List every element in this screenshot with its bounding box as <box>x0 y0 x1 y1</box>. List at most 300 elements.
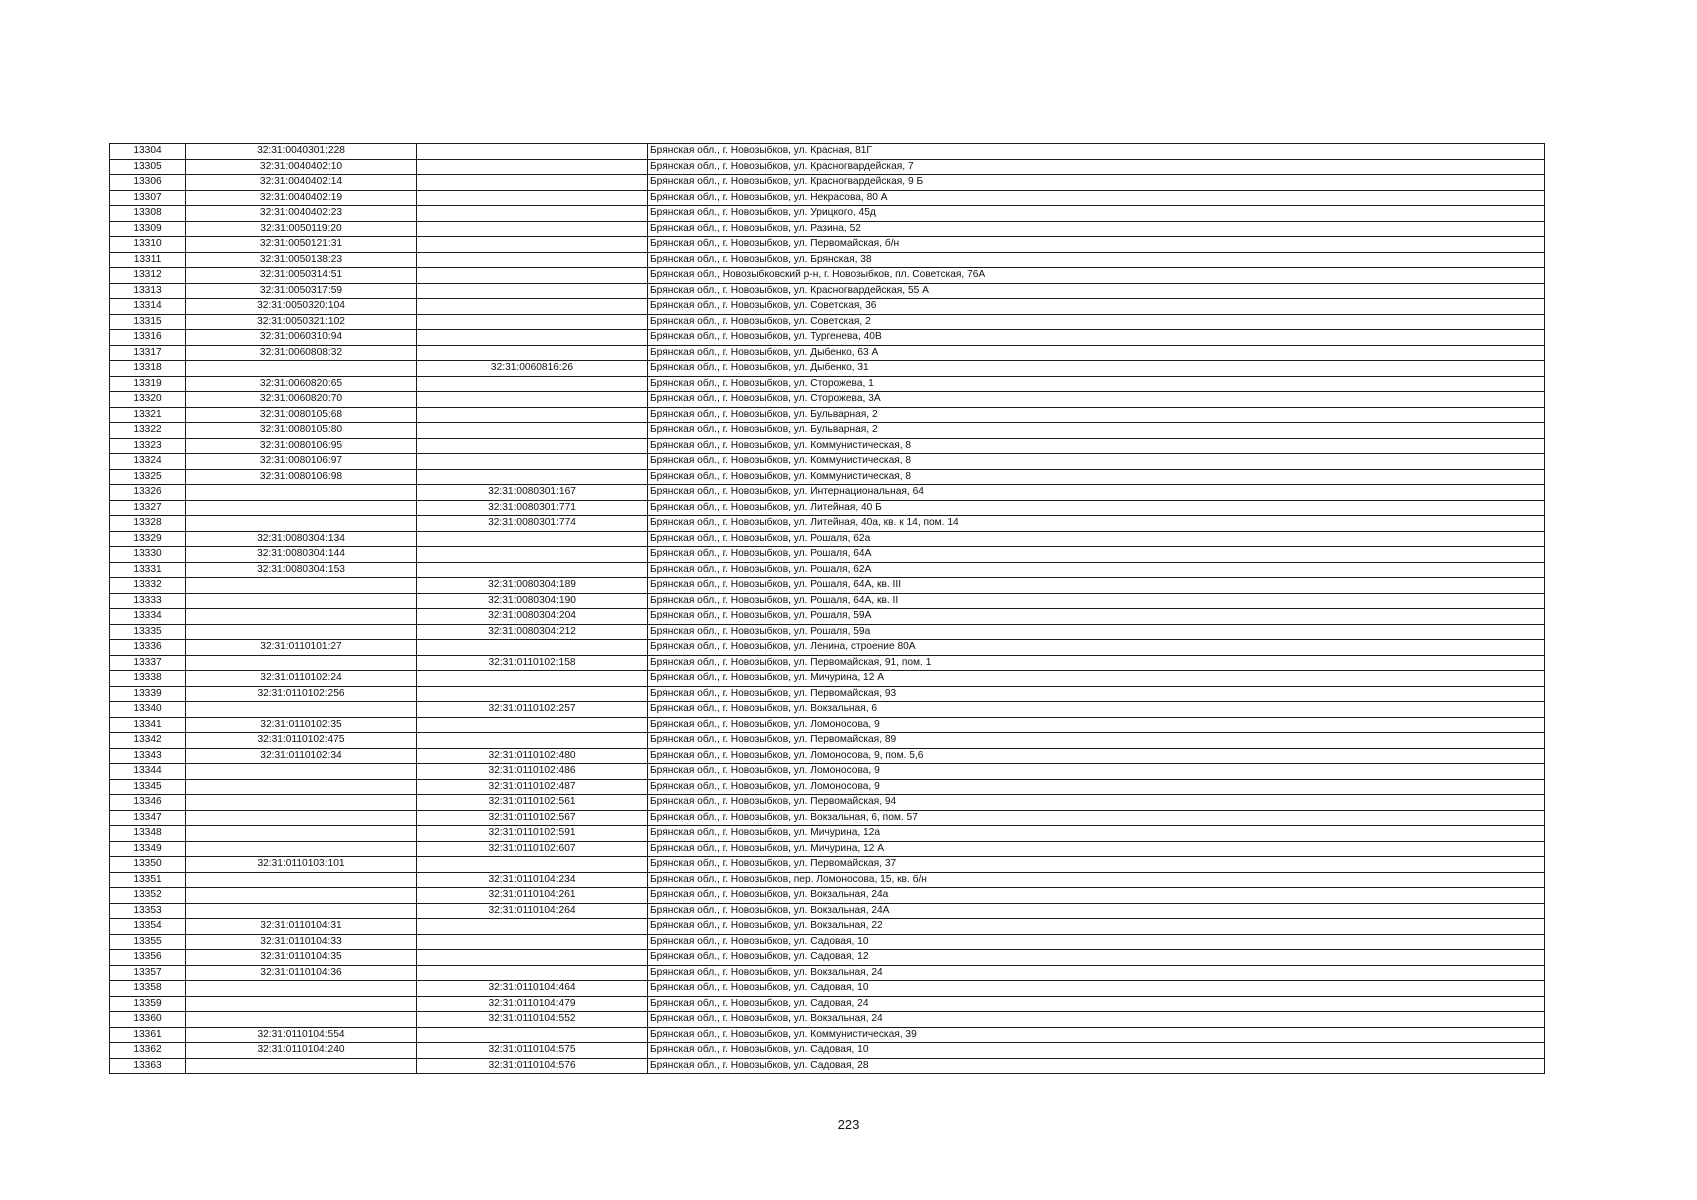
land-cadastral-number-cell: 32:31:0050320:104 <box>186 299 417 315</box>
land-cadastral-number-cell: 32:31:0060820:65 <box>186 376 417 392</box>
address-cell: Брянская обл., г. Новозыбков, ул. Рошаля, 59а <box>648 624 1545 640</box>
land-cadastral-number-cell <box>186 872 417 888</box>
row-number-cell: 13322 <box>110 423 186 439</box>
row-number-cell: 13318 <box>110 361 186 377</box>
table-row <box>110 376 1545 392</box>
address-cell: Брянская обл., г. Новозыбков, ул. Мичурина, 12 А <box>648 671 1545 687</box>
address-cell: Брянская обл., г. Новозыбков, ул. Мичурина, 12а <box>648 826 1545 842</box>
table-row <box>110 237 1545 253</box>
land-cadastral-number-cell: 32:31:0040402:14 <box>186 175 417 191</box>
row-number-cell: 13311 <box>110 252 186 268</box>
address-cell: Брянская обл., г. Новозыбков, ул. Коммунистическая, 8 <box>648 469 1545 485</box>
address-cell: Брянская обл., г. Новозыбков, ул. Рошаля, 62А <box>648 562 1545 578</box>
address-cell: Брянская обл., г. Новозыбков, ул. Ломоносова, 9 <box>648 717 1545 733</box>
row-number-cell: 13327 <box>110 500 186 516</box>
row-number-cell: 13358 <box>110 981 186 997</box>
row-number-cell: 13339 <box>110 686 186 702</box>
object-cadastral-number-cell <box>417 268 648 284</box>
table-row <box>110 345 1545 361</box>
row-number-cell: 13314 <box>110 299 186 315</box>
address-cell: Брянская обл., г. Новозыбков, ул. Мичурина, 12 А <box>648 841 1545 857</box>
land-cadastral-number-cell: 32:31:0080304:153 <box>186 562 417 578</box>
row-number-cell: 13356 <box>110 950 186 966</box>
address-cell: Брянская обл., г. Новозыбков, ул. Рошаля, 62а <box>648 531 1545 547</box>
object-cadastral-number-cell <box>417 547 648 563</box>
address-cell: Брянская обл., г. Новозыбков, ул. Первомайская, б/н <box>648 237 1545 253</box>
address-cell: Брянская обл., г. Новозыбков, ул. Некрасова, 80 А <box>648 190 1545 206</box>
address-cell: Брянская обл., г. Новозыбков, ул. Советская, 2 <box>648 314 1545 330</box>
table-row <box>110 888 1545 904</box>
row-number-cell: 13337 <box>110 655 186 671</box>
address-cell: Брянская обл., г. Новозыбков, ул. Садовая, 12 <box>648 950 1545 966</box>
object-cadastral-number-cell <box>417 857 648 873</box>
address-cell: Брянская обл., г. Новозыбков, ул. Рошаля, 59А <box>648 609 1545 625</box>
object-cadastral-number-cell <box>417 531 648 547</box>
table-row <box>110 423 1545 439</box>
row-number-cell: 13360 <box>110 1012 186 1028</box>
object-cadastral-number-cell <box>417 345 648 361</box>
address-cell: Брянская обл., г. Новозыбков, ул. Рошаля, 64А <box>648 547 1545 563</box>
object-cadastral-number-cell: 32:31:0110102:561 <box>417 795 648 811</box>
table-row <box>110 593 1545 609</box>
address-cell: Брянская обл., г. Новозыбков, ул. Сторожева, 1 <box>648 376 1545 392</box>
address-cell: Брянская обл., г. Новозыбков, ул. Красногвардейская, 7 <box>648 159 1545 175</box>
table-row <box>110 547 1545 563</box>
land-cadastral-number-cell: 32:31:0080304:134 <box>186 531 417 547</box>
table-row <box>110 1012 1545 1028</box>
address-cell: Брянская обл., г. Новозыбков, ул. Ломоносова, 9 <box>648 764 1545 780</box>
object-cadastral-number-cell: 32:31:0110104:234 <box>417 872 648 888</box>
land-cadastral-number-cell <box>186 981 417 997</box>
object-cadastral-number-cell <box>417 919 648 935</box>
table-row <box>110 500 1545 516</box>
table-row <box>110 810 1545 826</box>
land-cadastral-number-cell: 32:31:0040402:19 <box>186 190 417 206</box>
row-number-cell: 13343 <box>110 748 186 764</box>
address-cell: Брянская обл., г. Новозыбков, ул. Садовая, 10 <box>648 981 1545 997</box>
land-cadastral-number-cell: 32:31:0060820:70 <box>186 392 417 408</box>
row-number-cell: 13304 <box>110 144 186 160</box>
table-row <box>110 407 1545 423</box>
table-row <box>110 144 1545 160</box>
table-row <box>110 903 1545 919</box>
table-row <box>110 795 1545 811</box>
table-row <box>110 485 1545 501</box>
table-row <box>110 702 1545 718</box>
object-cadastral-number-cell <box>417 717 648 733</box>
row-number-cell: 13354 <box>110 919 186 935</box>
row-number-cell: 13348 <box>110 826 186 842</box>
table-row <box>110 438 1545 454</box>
object-cadastral-number-cell: 32:31:0080301:774 <box>417 516 648 532</box>
object-cadastral-number-cell <box>417 159 648 175</box>
address-cell: Брянская обл., г. Новозыбков, ул. Садовая, 28 <box>648 1058 1545 1074</box>
address-cell: Брянская обл., г. Новозыбков, ул. Коммунистическая, 8 <box>648 454 1545 470</box>
row-number-cell: 13347 <box>110 810 186 826</box>
row-number-cell: 13342 <box>110 733 186 749</box>
table-row <box>110 919 1545 935</box>
object-cadastral-number-cell <box>417 469 648 485</box>
land-cadastral-number-cell <box>186 485 417 501</box>
object-cadastral-number-cell: 32:31:0080301:167 <box>417 485 648 501</box>
table-row <box>110 392 1545 408</box>
object-cadastral-number-cell <box>417 950 648 966</box>
address-cell: Брянская обл., г. Новозыбков, ул. Разина, 52 <box>648 221 1545 237</box>
land-cadastral-number-cell <box>186 578 417 594</box>
address-cell: Брянская обл., г. Новозыбков, ул. Первомайская, 37 <box>648 857 1545 873</box>
row-number-cell: 13330 <box>110 547 186 563</box>
row-number-cell: 13305 <box>110 159 186 175</box>
table-row <box>110 1043 1545 1059</box>
table-row <box>110 1058 1545 1074</box>
table-row <box>110 934 1545 950</box>
table-row <box>110 206 1545 222</box>
land-cadastral-number-cell <box>186 1058 417 1074</box>
object-cadastral-number-cell <box>417 686 648 702</box>
object-cadastral-number-cell <box>417 640 648 656</box>
object-cadastral-number-cell <box>417 330 648 346</box>
land-cadastral-number-cell: 32:31:0050317:59 <box>186 283 417 299</box>
object-cadastral-number-cell <box>417 299 648 315</box>
object-cadastral-number-cell: 32:31:0080301:771 <box>417 500 648 516</box>
object-cadastral-number-cell <box>417 283 648 299</box>
address-cell: Брянская обл., г. Новозыбков, ул. Вокзальная, 24 <box>648 965 1545 981</box>
object-cadastral-number-cell <box>417 175 648 191</box>
land-cadastral-number-cell: 32:31:0080106:95 <box>186 438 417 454</box>
address-cell: Брянская обл., г. Новозыбков, ул. Советская, 36 <box>648 299 1545 315</box>
address-cell: Брянская обл., Новозыбковский р-н, г. Новозыбков, пл. Советская, 76А <box>648 268 1545 284</box>
land-cadastral-number-cell <box>186 609 417 625</box>
address-cell: Брянская обл., г. Новозыбков, ул. Брянская, 38 <box>648 252 1545 268</box>
address-cell: Брянская обл., г. Новозыбков, ул. Ломоносова, 9, пом. 5,6 <box>648 748 1545 764</box>
land-cadastral-number-cell <box>186 795 417 811</box>
address-cell: Брянская обл., г. Новозыбков, ул. Рошаля, 64А, кв. III <box>648 578 1545 594</box>
land-cadastral-number-cell: 32:31:0110102:34 <box>186 748 417 764</box>
row-number-cell: 13306 <box>110 175 186 191</box>
table-row <box>110 516 1545 532</box>
table-row <box>110 361 1545 377</box>
object-cadastral-number-cell: 32:31:0110104:575 <box>417 1043 648 1059</box>
object-cadastral-number-cell: 32:31:0110104:464 <box>417 981 648 997</box>
object-cadastral-number-cell <box>417 252 648 268</box>
table-row <box>110 578 1545 594</box>
address-cell: Брянская обл., г. Новозыбков, ул. Вокзальная, 22 <box>648 919 1545 935</box>
object-cadastral-number-cell: 32:31:0110104:479 <box>417 996 648 1012</box>
object-cadastral-number-cell: 32:31:0080304:204 <box>417 609 648 625</box>
table-row <box>110 299 1545 315</box>
object-cadastral-number-cell: 32:31:0080304:212 <box>417 624 648 640</box>
land-cadastral-number-cell <box>186 903 417 919</box>
object-cadastral-number-cell <box>417 144 648 160</box>
table-row <box>110 330 1545 346</box>
address-cell: Брянская обл., г. Новозыбков, ул. Ломоносова, 9 <box>648 779 1545 795</box>
land-cadastral-number-cell: 32:31:0110104:554 <box>186 1027 417 1043</box>
land-cadastral-number-cell: 32:31:0040301:228 <box>186 144 417 160</box>
object-cadastral-number-cell <box>417 934 648 950</box>
row-number-cell: 13321 <box>110 407 186 423</box>
land-cadastral-number-cell: 32:31:0050321:102 <box>186 314 417 330</box>
object-cadastral-number-cell <box>417 454 648 470</box>
land-cadastral-number-cell: 32:31:0110102:35 <box>186 717 417 733</box>
row-number-cell: 13331 <box>110 562 186 578</box>
row-number-cell: 13345 <box>110 779 186 795</box>
row-number-cell: 13355 <box>110 934 186 950</box>
address-cell: Брянская обл., г. Новозыбков, ул. Первомайская, 94 <box>648 795 1545 811</box>
table-row <box>110 841 1545 857</box>
land-cadastral-number-cell: 32:31:0050121:31 <box>186 237 417 253</box>
land-cadastral-number-cell: 32:31:0050138:23 <box>186 252 417 268</box>
land-cadastral-number-cell: 32:31:0060310:94 <box>186 330 417 346</box>
address-cell: Брянская обл., г. Новозыбков, ул. Коммунистическая, 39 <box>648 1027 1545 1043</box>
address-cell: Брянская обл., г. Новозыбков, ул. Литейная, 40а, кв. к 14, пом. 14 <box>648 516 1545 532</box>
address-cell: Брянская обл., г. Новозыбков, ул. Красногвардейская, 9 Б <box>648 175 1545 191</box>
row-number-cell: 13340 <box>110 702 186 718</box>
table-row <box>110 283 1545 299</box>
table-row <box>110 872 1545 888</box>
row-number-cell: 13325 <box>110 469 186 485</box>
land-cadastral-number-cell: 32:31:0110104:36 <box>186 965 417 981</box>
address-cell: Брянская обл., г. Новозыбков, ул. Вокзальная, 24А <box>648 903 1545 919</box>
row-number-cell: 13329 <box>110 531 186 547</box>
land-cadastral-number-cell <box>186 764 417 780</box>
object-cadastral-number-cell: 32:31:0110102:480 <box>417 748 648 764</box>
table-row <box>110 640 1545 656</box>
land-cadastral-number-cell <box>186 361 417 377</box>
land-cadastral-number-cell: 32:31:0110102:256 <box>186 686 417 702</box>
land-cadastral-number-cell: 32:31:0060808:32 <box>186 345 417 361</box>
land-cadastral-number-cell: 32:31:0050314:51 <box>186 268 417 284</box>
row-number-cell: 13357 <box>110 965 186 981</box>
row-number-cell: 13312 <box>110 268 186 284</box>
address-cell: Брянская обл., г. Новозыбков, ул. Первомайская, 91, пом. 1 <box>648 655 1545 671</box>
object-cadastral-number-cell: 32:31:0110104:552 <box>417 1012 648 1028</box>
row-number-cell: 13313 <box>110 283 186 299</box>
row-number-cell: 13308 <box>110 206 186 222</box>
table-row <box>110 655 1545 671</box>
object-cadastral-number-cell: 32:31:0110102:487 <box>417 779 648 795</box>
row-number-cell: 13326 <box>110 485 186 501</box>
address-cell: Брянская обл., г. Новозыбков, ул. Садовая, 10 <box>648 1043 1545 1059</box>
address-cell: Брянская обл., г. Новозыбков, пер. Ломоносова, 15, кв. б/н <box>648 872 1545 888</box>
table-row <box>110 686 1545 702</box>
land-cadastral-number-cell: 32:31:0080106:98 <box>186 469 417 485</box>
object-cadastral-number-cell <box>417 190 648 206</box>
address-cell: Брянская обл., г. Новозыбков, ул. Садовая, 24 <box>648 996 1545 1012</box>
address-cell: Брянская обл., г. Новозыбков, ул. Красногвардейская, 55 А <box>648 283 1545 299</box>
land-cadastral-number-cell <box>186 996 417 1012</box>
row-number-cell: 13351 <box>110 872 186 888</box>
object-cadastral-number-cell: 32:31:0080304:189 <box>417 578 648 594</box>
table-row <box>110 981 1545 997</box>
table-row <box>110 857 1545 873</box>
table-row <box>110 1027 1545 1043</box>
table-row <box>110 624 1545 640</box>
table-row <box>110 469 1545 485</box>
table-row <box>110 190 1545 206</box>
land-cadastral-number-cell: 32:31:0110104:33 <box>186 934 417 950</box>
address-cell: Брянская обл., г. Новозыбков, ул. Первомайская, 89 <box>648 733 1545 749</box>
table-row <box>110 748 1545 764</box>
address-cell: Брянская обл., г. Новозыбков, ул. Вокзальная, 6 <box>648 702 1545 718</box>
table-row <box>110 779 1545 795</box>
land-cadastral-number-cell <box>186 624 417 640</box>
row-number-cell: 13352 <box>110 888 186 904</box>
object-cadastral-number-cell <box>417 1027 648 1043</box>
object-cadastral-number-cell <box>417 392 648 408</box>
address-cell: Брянская обл., г. Новозыбков, ул. Коммунистическая, 8 <box>648 438 1545 454</box>
row-number-cell: 13323 <box>110 438 186 454</box>
land-cadastral-number-cell <box>186 1012 417 1028</box>
address-cell: Брянская обл., г. Новозыбков, ул. Вокзальная, 24 <box>648 1012 1545 1028</box>
land-cadastral-number-cell <box>186 593 417 609</box>
table-row <box>110 252 1545 268</box>
address-cell: Брянская обл., г. Новозыбков, ул. Тургенева, 40В <box>648 330 1545 346</box>
object-cadastral-number-cell: 32:31:0110102:591 <box>417 826 648 842</box>
table-row <box>110 221 1545 237</box>
object-cadastral-number-cell <box>417 376 648 392</box>
object-cadastral-number-cell: 32:31:0110104:264 <box>417 903 648 919</box>
object-cadastral-number-cell <box>417 423 648 439</box>
row-number-cell: 13349 <box>110 841 186 857</box>
land-cadastral-number-cell: 32:31:0040402:23 <box>186 206 417 222</box>
table-row <box>110 671 1545 687</box>
table-row <box>110 764 1545 780</box>
row-number-cell: 13333 <box>110 593 186 609</box>
object-cadastral-number-cell: 32:31:0110104:261 <box>417 888 648 904</box>
row-number-cell: 13341 <box>110 717 186 733</box>
table-row <box>110 717 1545 733</box>
table-row <box>110 609 1545 625</box>
land-cadastral-number-cell: 32:31:0080105:80 <box>186 423 417 439</box>
registry-table <box>109 143 1545 1074</box>
table-row <box>110 562 1545 578</box>
object-cadastral-number-cell: 32:31:0080304:190 <box>417 593 648 609</box>
land-cadastral-number-cell <box>186 500 417 516</box>
row-number-cell: 13334 <box>110 609 186 625</box>
table-row <box>110 965 1545 981</box>
land-cadastral-number-cell: 32:31:0110101:27 <box>186 640 417 656</box>
row-number-cell: 13363 <box>110 1058 186 1074</box>
table-row <box>110 531 1545 547</box>
address-cell: Брянская обл., г. Новозыбков, ул. Дыбенко, 63 А <box>648 345 1545 361</box>
land-cadastral-number-cell: 32:31:0080106:97 <box>186 454 417 470</box>
address-cell: Брянская обл., г. Новозыбков, ул. Сторожева, 3А <box>648 392 1545 408</box>
object-cadastral-number-cell <box>417 965 648 981</box>
object-cadastral-number-cell <box>417 221 648 237</box>
table-row <box>110 314 1545 330</box>
table-row <box>110 996 1545 1012</box>
land-cadastral-number-cell <box>186 826 417 842</box>
row-number-cell: 13336 <box>110 640 186 656</box>
land-cadastral-number-cell <box>186 779 417 795</box>
row-number-cell: 13310 <box>110 237 186 253</box>
row-number-cell: 13344 <box>110 764 186 780</box>
row-number-cell: 13346 <box>110 795 186 811</box>
row-number-cell: 13316 <box>110 330 186 346</box>
table-row <box>110 950 1545 966</box>
object-cadastral-number-cell: 32:31:0110102:607 <box>417 841 648 857</box>
address-cell: Брянская обл., г. Новозыбков, ул. Бульварная, 2 <box>648 423 1545 439</box>
table-row <box>110 454 1545 470</box>
row-number-cell: 13307 <box>110 190 186 206</box>
address-cell: Брянская обл., г. Новозыбков, ул. Дыбенко, 31 <box>648 361 1545 377</box>
address-cell: Брянская обл., г. Новозыбков, ул. Рошаля, 64А, кв. II <box>648 593 1545 609</box>
land-cadastral-number-cell: 32:31:0040402:10 <box>186 159 417 175</box>
object-cadastral-number-cell: 32:31:0110102:486 <box>417 764 648 780</box>
row-number-cell: 13362 <box>110 1043 186 1059</box>
address-cell: Брянская обл., г. Новозыбков, ул. Литейная, 40 Б <box>648 500 1545 516</box>
address-cell: Брянская обл., г. Новозыбков, ул. Интернациональная, 64 <box>648 485 1545 501</box>
row-number-cell: 13309 <box>110 221 186 237</box>
object-cadastral-number-cell <box>417 206 648 222</box>
land-cadastral-number-cell: 32:31:0110104:240 <box>186 1043 417 1059</box>
object-cadastral-number-cell <box>417 237 648 253</box>
address-cell: Брянская обл., г. Новозыбков, ул. Урицкого, 45д <box>648 206 1545 222</box>
land-cadastral-number-cell: 32:31:0110104:31 <box>186 919 417 935</box>
land-cadastral-number-cell <box>186 810 417 826</box>
object-cadastral-number-cell <box>417 733 648 749</box>
address-cell: Брянская обл., г. Новозыбков, ул. Красная, 81Г <box>648 144 1545 160</box>
object-cadastral-number-cell: 32:31:0110102:158 <box>417 655 648 671</box>
row-number-cell: 13315 <box>110 314 186 330</box>
land-cadastral-number-cell <box>186 516 417 532</box>
row-number-cell: 13338 <box>110 671 186 687</box>
land-cadastral-number-cell <box>186 702 417 718</box>
object-cadastral-number-cell: 32:31:0060816:26 <box>417 361 648 377</box>
address-cell: Брянская обл., г. Новозыбков, ул. Вокзальная, 24а <box>648 888 1545 904</box>
registry-table-body <box>110 144 1545 1074</box>
address-cell: Брянская обл., г. Новозыбков, ул. Вокзальная, 6, пом. 57 <box>648 810 1545 826</box>
row-number-cell: 13332 <box>110 578 186 594</box>
object-cadastral-number-cell <box>417 562 648 578</box>
row-number-cell: 13324 <box>110 454 186 470</box>
object-cadastral-number-cell <box>417 671 648 687</box>
row-number-cell: 13361 <box>110 1027 186 1043</box>
address-cell: Брянская обл., г. Новозыбков, ул. Бульварная, 2 <box>648 407 1545 423</box>
table-row <box>110 268 1545 284</box>
address-cell: Брянская обл., г. Новозыбков, ул. Ленина, строение 80А <box>648 640 1545 656</box>
land-cadastral-number-cell: 32:31:0080105:68 <box>186 407 417 423</box>
table-row <box>110 733 1545 749</box>
land-cadastral-number-cell: 32:31:0110103:101 <box>186 857 417 873</box>
page-number: 223 <box>837 1117 860 1132</box>
table-row <box>110 175 1545 191</box>
land-cadastral-number-cell <box>186 841 417 857</box>
land-cadastral-number-cell: 32:31:0110102:24 <box>186 671 417 687</box>
object-cadastral-number-cell <box>417 438 648 454</box>
row-number-cell: 13317 <box>110 345 186 361</box>
land-cadastral-number-cell: 32:31:0050119:20 <box>186 221 417 237</box>
land-cadastral-number-cell: 32:31:0110102:475 <box>186 733 417 749</box>
row-number-cell: 13320 <box>110 392 186 408</box>
row-number-cell: 13335 <box>110 624 186 640</box>
row-number-cell: 13353 <box>110 903 186 919</box>
table-row <box>110 826 1545 842</box>
address-cell: Брянская обл., г. Новозыбков, ул. Первомайская, 93 <box>648 686 1545 702</box>
row-number-cell: 13359 <box>110 996 186 1012</box>
object-cadastral-number-cell <box>417 314 648 330</box>
land-cadastral-number-cell <box>186 888 417 904</box>
land-cadastral-number-cell <box>186 655 417 671</box>
table-row <box>110 159 1545 175</box>
land-cadastral-number-cell: 32:31:0110104:35 <box>186 950 417 966</box>
object-cadastral-number-cell: 32:31:0110102:567 <box>417 810 648 826</box>
object-cadastral-number-cell <box>417 407 648 423</box>
object-cadastral-number-cell: 32:31:0110104:576 <box>417 1058 648 1074</box>
land-cadastral-number-cell: 32:31:0080304:144 <box>186 547 417 563</box>
row-number-cell: 13319 <box>110 376 186 392</box>
object-cadastral-number-cell: 32:31:0110102:257 <box>417 702 648 718</box>
